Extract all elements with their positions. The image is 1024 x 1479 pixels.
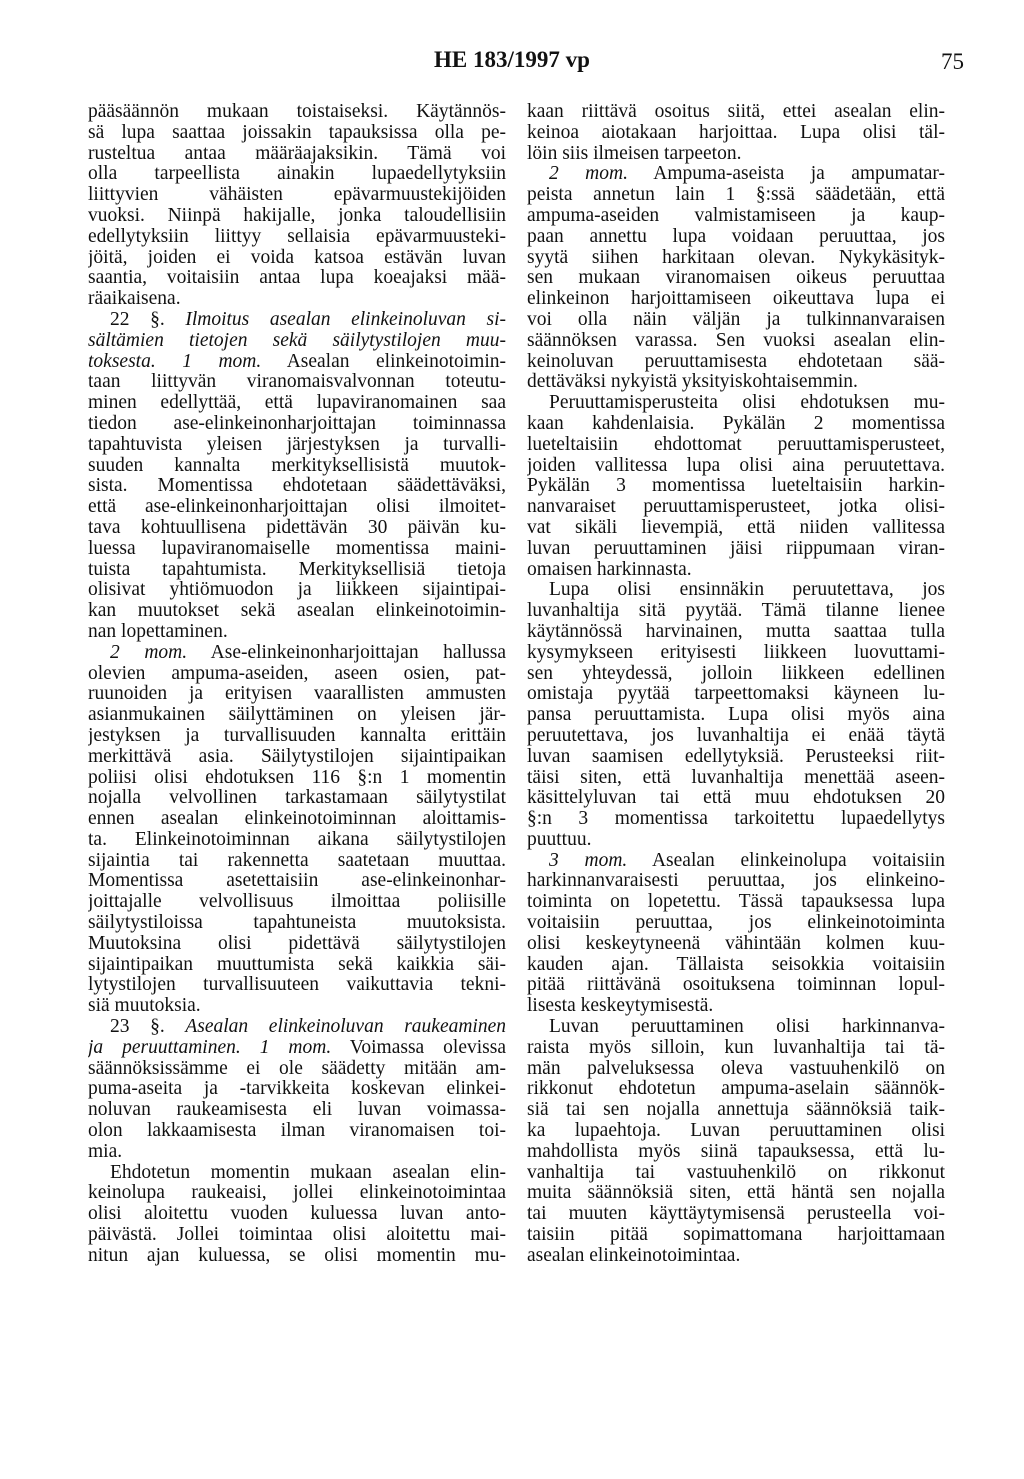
text-line — [527, 892, 945, 913]
text-run: joittajalle velvollisuus ilmoittaa poliisille — [88, 892, 506, 913]
text-run: jöitä, joiden ei voida katsoa estävän luvan — [88, 247, 506, 268]
text-line — [88, 352, 506, 373]
text-line — [88, 497, 506, 518]
text-line — [527, 851, 945, 872]
text-line — [527, 996, 945, 1017]
text-line — [88, 1225, 506, 1246]
text-line — [527, 705, 945, 726]
text-line — [527, 227, 945, 248]
text-run: toiminta on lopetettu. Tässä tapauksessa lupa — [527, 892, 945, 913]
text-line — [527, 102, 945, 123]
text-line — [527, 539, 945, 560]
text-line — [527, 747, 945, 768]
text-run: siä tai sen nojalla annettuja säännöksiä taik- — [527, 1100, 945, 1121]
text-run: keinolupa raukeaisi, jollei elinkeinotoimintaa — [88, 1183, 506, 1204]
text-run: peruutettava, jos luvanhaltija ei enää täytä — [527, 725, 945, 746]
text-run: nitun ajan kuluessa, se olisi momentin mu- — [88, 1245, 506, 1266]
text-run: lisesta keskeytymisestä. — [527, 996, 714, 1017]
text-line — [88, 851, 506, 872]
text-run: sen yhteydessä, jolloin liikkeen edellinen — [527, 663, 945, 684]
text-line — [527, 1163, 945, 1184]
text-run: kaan riittävä osoitus siitä, ettei asealan elin- — [527, 102, 945, 122]
text-run: luvanhaltija sitä pyytää. Tämä tilanne lienee — [527, 601, 945, 622]
text-run: kauden ajan. Tällaista seisokkia voitaisiin — [527, 954, 945, 975]
text-run: puuttuu. — [527, 829, 592, 850]
text-run: olevien ampuma-aseiden, aseen osien, pat- — [88, 663, 506, 684]
text-line — [88, 476, 506, 497]
text-line — [527, 164, 945, 185]
text-line — [88, 248, 506, 269]
text-line — [527, 809, 945, 830]
text-line — [88, 227, 506, 248]
text-line — [88, 1246, 506, 1267]
text-line — [88, 518, 506, 539]
text-run: Asealan elinkeinotoimin- — [261, 351, 506, 372]
italic-text-run: toksesta. 1 mom. — [88, 351, 262, 372]
text-line — [88, 1038, 506, 1059]
text-line — [88, 830, 506, 851]
text-run: rikkonut ehdotetun ampuma-aselain säännök- — [527, 1079, 945, 1100]
italic-text-run: 3 mom. — [549, 850, 628, 871]
text-run: tuista tapahtumista. Merkityksellisiä tietoja — [88, 559, 506, 580]
text-run: vuoksi. Niinpä hakijalle, jonka taloudellisiin — [88, 205, 506, 226]
text-line — [88, 289, 506, 310]
text-run: raista myös silloin, kun luvanhaltija tai tä- — [527, 1037, 945, 1058]
text-line — [88, 372, 506, 393]
text-run: vanhaltija tai vastuuhenkilö on rikkonut — [527, 1162, 945, 1183]
italic-text-run: sältämien tietojen sekä säilytystilojen muu- — [88, 330, 506, 351]
text-line — [527, 1183, 945, 1204]
text-run: nanvaraiset peruuttamisperusteet, jotka olisi- — [527, 497, 945, 518]
text-run: ta. Elinkeinotoiminnan aikana säilytystilojen — [88, 829, 506, 850]
text-line — [527, 456, 945, 477]
text-line — [527, 1059, 945, 1080]
text-run: Lupa olisi ensinnäkin peruutettava, jos — [549, 580, 945, 601]
text-line — [88, 331, 506, 352]
text-run: nojalla velvollinen tarkastamaan säilytystilat — [88, 788, 506, 809]
text-line — [527, 768, 945, 789]
text-line — [88, 580, 506, 601]
text-line — [527, 1121, 945, 1142]
text-run: Asealan elinkeinolupa voitaisiin — [627, 850, 945, 871]
text-line — [527, 1225, 945, 1246]
text-line — [527, 975, 945, 996]
text-line — [88, 601, 506, 622]
text-run: harkinnanvaraisesti peruuttaa, jos elinkeino- — [527, 871, 945, 892]
text-line — [88, 1121, 506, 1142]
text-run: saantia, voitaisiin antaa lupa koeajaksi mää- — [88, 268, 506, 289]
text-run: ka lupaehtoja. Luvan peruuttaminen olisi — [527, 1121, 945, 1142]
text-line — [527, 1038, 945, 1059]
text-run: että ase-elinkeinonharjoittajan olisi ilmoitet- — [88, 497, 506, 518]
text-run: edellytyksiin liittyy sellaisia epävarmuusteki- — [88, 226, 506, 247]
text-run: voi olla näin väljän ja tulkinnanvaraisen — [527, 309, 945, 330]
text-line — [527, 1142, 945, 1163]
text-line — [88, 643, 506, 664]
text-line — [88, 975, 506, 996]
italic-text-run: 2 mom. — [110, 642, 188, 663]
text-run: merkittävä asia. Säilytystilojen sijaintipaikan — [88, 746, 506, 767]
text-run: män palveluksessa oleva vastuuhenkilö on — [527, 1058, 945, 1079]
text-line — [527, 913, 945, 934]
text-line — [88, 726, 506, 747]
text-line — [88, 164, 506, 185]
text-run: pääsäännön mukaan toistaiseksi. Käytännös- — [88, 102, 506, 122]
text-run: tiedon ase-elinkeinonharjoittajan toiminnassa — [88, 413, 506, 434]
text-line — [88, 560, 506, 581]
text-run: käytännössä harvinainen, mutta saattaa tulla — [527, 621, 945, 642]
text-run: luvan peruuttaminen jäisi riippumaan viran- — [527, 538, 945, 559]
text-run: sä lupa saattaa joissakin tapauksissa olla pe- — [88, 122, 506, 143]
text-line — [88, 185, 506, 206]
text-run: nan lopettaminen. — [88, 621, 228, 642]
page-number: 75 — [941, 49, 964, 74]
text-run: mahdollista myös siinä tapauksessa, että lu- — [527, 1141, 945, 1162]
text-run: peista annetun lain 1 §:ssä säädetään, että — [527, 185, 945, 206]
text-line — [527, 664, 945, 685]
text-run: ampuma-aseiden valmistamiseen ja kaup- — [527, 205, 945, 226]
text-line — [527, 726, 945, 747]
text-line — [527, 871, 945, 892]
text-run: luvan saamisen edellytyksiä. Perusteeksi riit- — [527, 746, 945, 767]
text-run: liittyvien vähäisten epävarmuustekijöiden — [88, 185, 506, 206]
text-line — [527, 185, 945, 206]
text-line — [527, 934, 945, 955]
text-line — [527, 268, 945, 289]
text-run: dettäväksi nykyistä yksityiskohtaisemmin. — [527, 372, 858, 393]
text-run: §:n 3 momentissa tarkoitettu lupaedellytys — [527, 809, 945, 830]
text-run: Momentissa asetettaisiin ase-elinkeinonhar- — [88, 871, 506, 892]
text-line — [88, 1079, 506, 1100]
text-run: keinoa aiotakaan harjoittaa. Lupa olisi täl- — [527, 122, 945, 143]
text-run: luessa lupaviranomaiselle momentissa maini- — [88, 538, 506, 559]
text-line — [527, 289, 945, 310]
text-line — [88, 414, 506, 435]
text-run: sijaintia tai rakennetta saatetaan muuttaa. — [88, 850, 506, 871]
text-run: lytystilojen turvallisuuteen vaikuttavia tekni- — [88, 975, 506, 996]
text-run: olisi aloitettu vuoden kuluessa luvan anto- — [88, 1204, 506, 1225]
text-line — [88, 144, 506, 165]
text-run: ruunoiden ja erityisen vaarallisten ammusten — [88, 684, 506, 705]
right-text-column — [527, 102, 945, 1267]
text-run: Luvan peruuttaminen olisi harkinnanva- — [549, 1017, 945, 1038]
text-line — [527, 248, 945, 269]
text-line — [88, 664, 506, 685]
text-line — [527, 497, 945, 518]
text-run: tapahtuvista yleisen järjestyksen ja turvalli- — [88, 434, 506, 455]
text-run: päivästä. Jollei toimintaa olisi aloitettu mai- — [88, 1225, 506, 1246]
text-run: jestyksen ja turvallisuuden kannalta erittäin — [88, 725, 506, 746]
text-run: löin siis ilmeisen tarpeeton. — [527, 143, 742, 164]
text-line — [88, 809, 506, 830]
text-line — [88, 747, 506, 768]
text-run: suuden kannalta merkityksellisistä muutok- — [88, 455, 506, 476]
text-line — [527, 144, 945, 165]
text-run: puma-aseita ja -tarvikkeita koskevan elinkei- — [88, 1079, 506, 1100]
text-line — [88, 622, 506, 643]
text-line — [527, 331, 945, 352]
left-text-column — [88, 102, 506, 1267]
text-run: 22 §. — [110, 309, 186, 330]
text-line — [527, 643, 945, 664]
text-line — [527, 830, 945, 851]
text-line — [527, 476, 945, 497]
text-run: pansa peruuttamista. Lupa olisi myös aina — [527, 705, 945, 726]
text-run: ennen asealan elinkeinotoiminnan aloittamis- — [88, 809, 506, 830]
text-line — [88, 1183, 506, 1204]
text-line — [88, 435, 506, 456]
italic-text-run: Asealan elinkeinoluvan raukeaminen — [185, 1017, 506, 1038]
text-run: kaan kahdenlaisia. Pykälän 2 momentissa — [527, 413, 945, 434]
text-run: minen edellyttää, että lupaviranomainen saa — [88, 393, 506, 414]
text-run: omaisen harkinnasta. — [527, 559, 692, 580]
text-line — [527, 560, 945, 581]
text-line — [88, 1059, 506, 1080]
text-run: räaikaisena. — [88, 289, 181, 310]
text-run: noluvan raukeamisesta eli luvan voimassa- — [88, 1100, 506, 1121]
text-line — [88, 1163, 506, 1184]
italic-text-run: 2 mom. — [549, 164, 628, 185]
text-line — [88, 871, 506, 892]
text-line — [88, 539, 506, 560]
text-line — [527, 1017, 945, 1038]
text-run: säännöksen varassa. Sen vuoksi asealan elin- — [527, 330, 945, 351]
text-run: asealan elinkeinotoimintaa. — [527, 1245, 741, 1266]
text-line — [527, 1100, 945, 1121]
text-run: sijaintipaikan muuttumista sekä kaikkia säi- — [88, 954, 506, 975]
text-line — [527, 518, 945, 539]
text-run: kan muutokset sekä asealan elinkeinotoimin- — [88, 601, 506, 622]
text-line — [88, 310, 506, 331]
text-run: olisivat yhtiömuodon ja liikkeen sijaintipai- — [88, 580, 506, 601]
text-run: säännöksissämme ei ole säädetty mitään am- — [88, 1058, 506, 1079]
text-run: kysymykseen erityisesti liikkeen luovuttami- — [527, 642, 945, 663]
text-run: rusteltua antaa määräajaksikin. Tämä voi — [88, 143, 506, 164]
text-line — [527, 684, 945, 705]
text-line — [527, 788, 945, 809]
text-run: lueteltaisiin ehdottomat peruuttamisperusteet, — [527, 434, 945, 455]
text-line — [88, 788, 506, 809]
text-run: pitää riittävänä osoituksena toiminnan lopul- — [527, 975, 945, 996]
text-line — [527, 435, 945, 456]
text-run: Ampuma-aseista ja ampumatar- — [627, 164, 945, 185]
text-run: Ehdotetun momentin mukaan asealan elin- — [110, 1162, 506, 1183]
text-line — [527, 393, 945, 414]
text-line — [527, 955, 945, 976]
text-run: Pykälän 3 momentissa lueteltaisiin harkin- — [527, 476, 945, 497]
text-run: säilytystiloissa tapahtuneista muutoksista. — [88, 913, 506, 934]
text-line — [88, 393, 506, 414]
text-run: keinoluvan peruuttamisesta ehdotetaan sää- — [527, 351, 945, 372]
text-run: vat sikäli lievempiä, että niiden vallitessa — [527, 517, 945, 538]
text-run: käsittelyluvan tai että muu ehdotuksen 20 — [527, 788, 945, 809]
text-line — [527, 622, 945, 643]
text-run: poliisi olisi ehdotuksen 116 §:n 1 momentin — [88, 767, 506, 788]
text-line — [88, 996, 506, 1017]
text-run: täisi siten, että luvanhaltija menettää aseen- — [527, 767, 945, 788]
text-line — [527, 310, 945, 331]
text-line — [527, 1079, 945, 1100]
text-run: Peruuttamisperusteita olisi ehdotuksen mu- — [549, 393, 945, 414]
text-run: omistaja pyytää tarpeettomaksi käyneen lu- — [527, 684, 945, 705]
text-run: voitaisiin peruuttaa, jos elinkeinotoiminta — [527, 913, 945, 934]
text-run: elinkeinon harjoittamiseen oikeuttava lupa ei — [527, 289, 945, 310]
text-line — [527, 601, 945, 622]
text-line — [527, 1204, 945, 1225]
text-run: 23 §. — [110, 1017, 186, 1038]
text-line — [88, 1017, 506, 1038]
text-line — [527, 352, 945, 373]
text-run: muita säännöksiä siten, että häntä sen nojalla — [527, 1183, 945, 1204]
text-line — [527, 1246, 945, 1267]
text-line — [88, 955, 506, 976]
text-run: tai muuten käyttäytymisensä perusteella voi- — [527, 1204, 945, 1225]
text-run: olon lakkaamisesta ilman viranomaisen toi- — [88, 1121, 506, 1142]
text-line — [88, 913, 506, 934]
text-run: Voimassa olevissa — [331, 1037, 506, 1058]
text-run: syytä siihen harkitaan olevan. Nykykäsityk- — [527, 247, 945, 268]
text-run: Muutoksina olisi pidettävä säilytystilojen — [88, 933, 506, 954]
text-line — [88, 1100, 506, 1121]
text-line — [88, 456, 506, 477]
text-line — [88, 268, 506, 289]
text-run: mia. — [88, 1141, 123, 1162]
text-line — [88, 206, 506, 227]
text-run: siä muutoksia. — [88, 996, 201, 1017]
text-line — [527, 123, 945, 144]
text-line — [527, 580, 945, 601]
text-line — [88, 102, 506, 123]
text-run: sen mukaan viranomaisen oikeus peruuttaa — [527, 268, 945, 289]
text-run: olisi keskeytyneenä vähintään kolmen kuu- — [527, 933, 945, 954]
text-line — [527, 414, 945, 435]
text-run: sista. Momentissa ehdotetaan säädettäväksi, — [88, 476, 506, 497]
text-line — [88, 123, 506, 144]
text-run: asianmukainen säilyttäminen on yleisen jär- — [88, 705, 506, 726]
text-line — [88, 892, 506, 913]
text-run: tava kohtuullisena pidettävän 30 päivän ku- — [88, 517, 506, 538]
text-line — [88, 705, 506, 726]
italic-text-run: ja peruuttaminen. 1 mom. — [88, 1037, 332, 1058]
text-run: taan liittyvän viranomaisvalvonnan toteutu- — [88, 372, 506, 393]
text-line — [527, 372, 945, 393]
text-line — [88, 1204, 506, 1225]
text-line — [88, 768, 506, 789]
text-line — [88, 934, 506, 955]
text-line — [527, 206, 945, 227]
text-run: taisiin pitää sopimattomana harjoittamaan — [527, 1225, 945, 1246]
text-run: olla tarpeellista ainakin lupaedellytyksiin — [88, 164, 506, 185]
italic-text-run: Ilmoitus asealan elinkeinoluvan si- — [185, 309, 506, 330]
text-line — [88, 1142, 506, 1163]
text-line — [88, 684, 506, 705]
text-run: Ase-elinkeinonharjoittajan hallussa — [187, 642, 506, 663]
text-run: joiden vallitessa lupa olisi aina peruutettava. — [527, 455, 945, 476]
text-run: paan annettu lupa voidaan peruuttaa, jos — [527, 226, 945, 247]
page-header-title: HE 183/1997 vp — [434, 47, 590, 72]
